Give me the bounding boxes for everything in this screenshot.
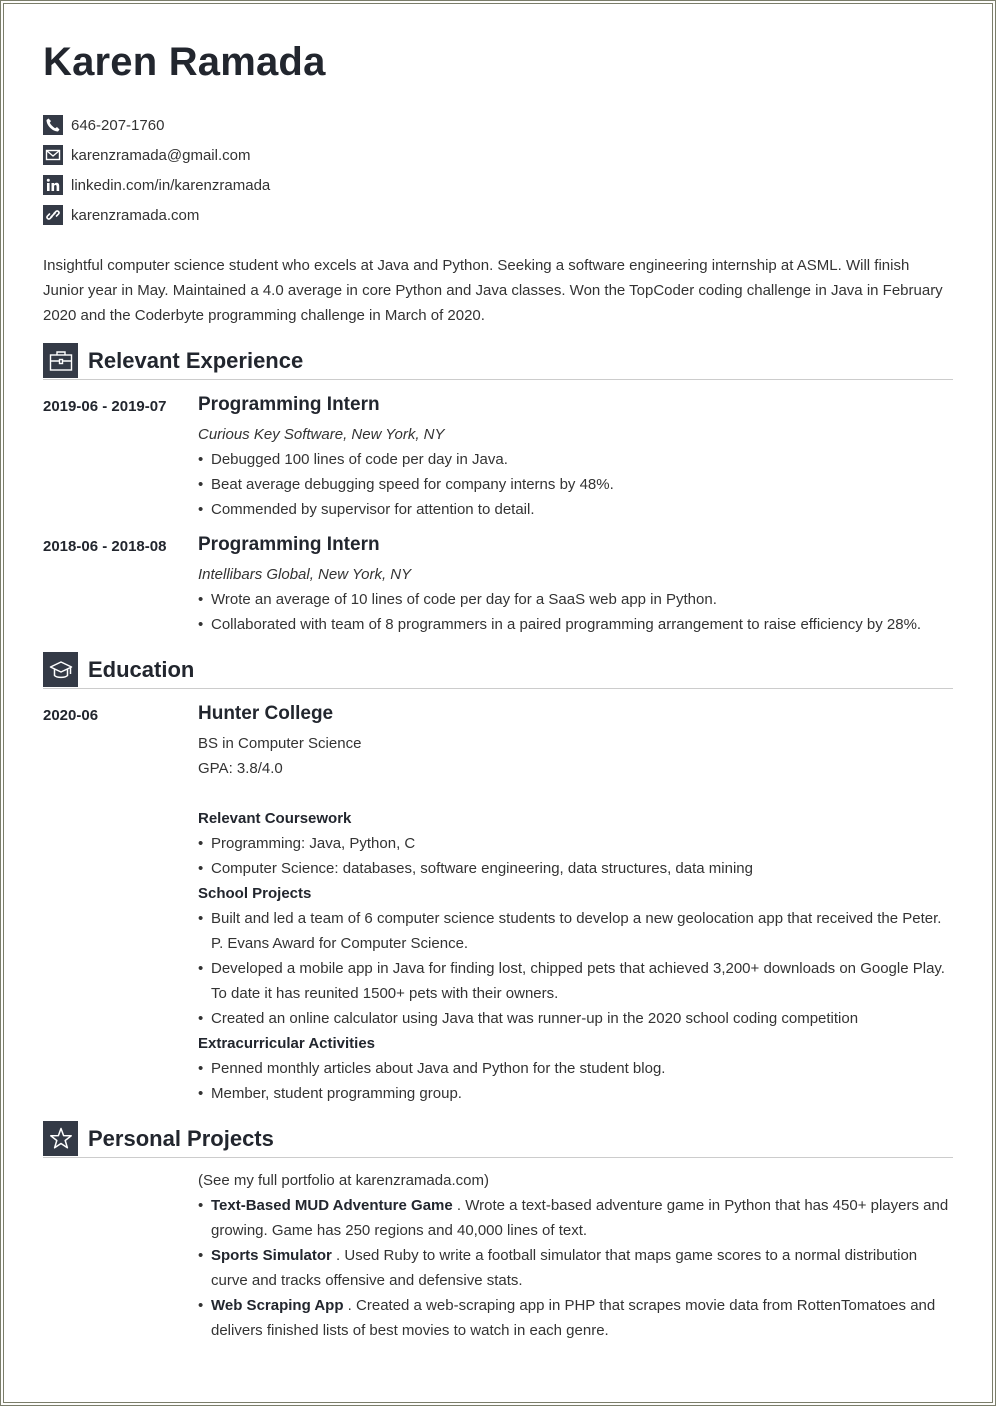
contact-linkedin — [43, 170, 270, 200]
contact-email-text: karenzramada@gmail.com — [71, 146, 251, 164]
company-location: Curious Key Software, New York, NY — [198, 426, 445, 443]
project-item — [198, 1243, 953, 1293]
activities-heading: Extracurricular Activities — [198, 1035, 376, 1052]
experience-bullet: • Wrote an average of 10 lines of code per day for a SaaS web app in Python. — [198, 587, 953, 612]
section-header-education — [43, 652, 953, 689]
school-project-item: • Created an online calculator using Java that was runner-up in the 2020 school coding competition — [198, 1006, 953, 1031]
portfolio-note: (See my full portfolio at karenzramada.com) — [198, 1172, 489, 1189]
contact-website — [43, 200, 270, 230]
briefcase-icon — [43, 343, 78, 378]
activity-item: • Member, student programming group. — [198, 1081, 953, 1106]
project-name: Text-Based MUD Adventure Game — [211, 1197, 453, 1214]
job-title: Programming Intern — [198, 394, 380, 415]
email-icon — [43, 145, 63, 165]
coursework-item: • Computer Science: databases, software engineering, data structures, data mining — [198, 856, 953, 881]
project-item — [198, 1193, 953, 1243]
education-date: 2020-06 — [43, 707, 99, 724]
summary-paragraph: Insightful computer science student who excels at Java and Python. Seeking a software engineering internship at ASML. Will finish Junior year in May. Maintained a 4.0 average in core Python and Java classes. Won the TopCoder coding challenge in Java in February 2020 and the Coderbyte programming challenge in March of 2020. — [43, 257, 943, 324]
activity-item: • Penned monthly articles about Java and Python for the student blog. — [198, 1056, 953, 1081]
linkedin-icon — [43, 175, 63, 195]
company-location: Intellibars Global, New York, NY — [198, 566, 412, 583]
school-project-item: • Built and led a team of 6 computer science students to develop a new geolocation app that received the Peter. P. Evans Award for Computer Science. — [198, 906, 953, 956]
graduation-cap-icon — [43, 652, 78, 687]
school-projects-heading: School Projects — [198, 885, 312, 902]
star-icon — [43, 1121, 78, 1156]
experience-date: 2019-06 - 2019-07 — [43, 398, 167, 415]
experience-bullet: • Debugged 100 lines of code per day in Java. — [198, 447, 953, 472]
spacer — [198, 781, 953, 806]
project-description: . Used Ruby to write a football simulator that maps game scores to a normal distribution curve and tracks offensive and defensive stats. — [211, 1247, 918, 1289]
contact-linkedin-text: linkedin.com/in/karenzramada — [71, 176, 271, 194]
project-description: . Created a web-scraping app in PHP that scrapes movie data from RottenTomatoes and delivers finished lists of best movies to watch in each genre. — [211, 1297, 936, 1339]
contact-phone — [43, 110, 270, 140]
contact-email — [43, 140, 270, 170]
experience-date: 2018-06 - 2018-08 — [43, 538, 167, 555]
contact-website-text: karenzramada.com — [71, 206, 200, 224]
section-title-projects: Personal Projects — [88, 1126, 274, 1151]
contact-phone-text: 646-207-1760 — [71, 116, 165, 134]
degree: BS in Computer Science — [198, 735, 362, 752]
project-name: Web Scraping App — [211, 1297, 344, 1314]
contact-list — [43, 110, 270, 230]
section-header-projects — [43, 1121, 953, 1158]
school-project-item: • Developed a mobile app in Java for finding lost, chipped pets that achieved 3,200+ downloads on Google Play. To date it has reunited 1500+ pets with their owners. — [198, 956, 953, 1006]
experience-bullet: • Beat average debugging speed for company interns by 48%. — [198, 472, 953, 497]
section-title-experience: Relevant Experience — [88, 348, 304, 373]
job-title: Programming Intern — [198, 534, 380, 555]
section-title-education: Education — [88, 657, 195, 682]
experience-bullet: • Commended by supervisor for attention to detail. — [198, 497, 953, 522]
gpa: GPA: 3.8/4.0 — [198, 760, 283, 777]
link-icon — [43, 205, 63, 225]
section-header-experience — [43, 343, 953, 380]
experience-bullet: • Collaborated with team of 8 programmers in a paired programming arrangement to raise efficiency by 28%. — [198, 612, 953, 637]
coursework-heading: Relevant Coursework — [198, 810, 352, 827]
candidate-name: Karen Ramada — [43, 40, 326, 84]
project-item — [198, 1293, 953, 1343]
coursework-item: • Programming: Java, Python, C — [198, 831, 953, 856]
project-name: Sports Simulator — [211, 1247, 332, 1264]
project-description: . Wrote a text-based adventure game in Python that has 450+ players and growing. Game has 250 regions and 40,000 lines of text. — [211, 1197, 949, 1239]
phone-icon — [43, 115, 63, 135]
school-name: Hunter College — [198, 703, 334, 724]
